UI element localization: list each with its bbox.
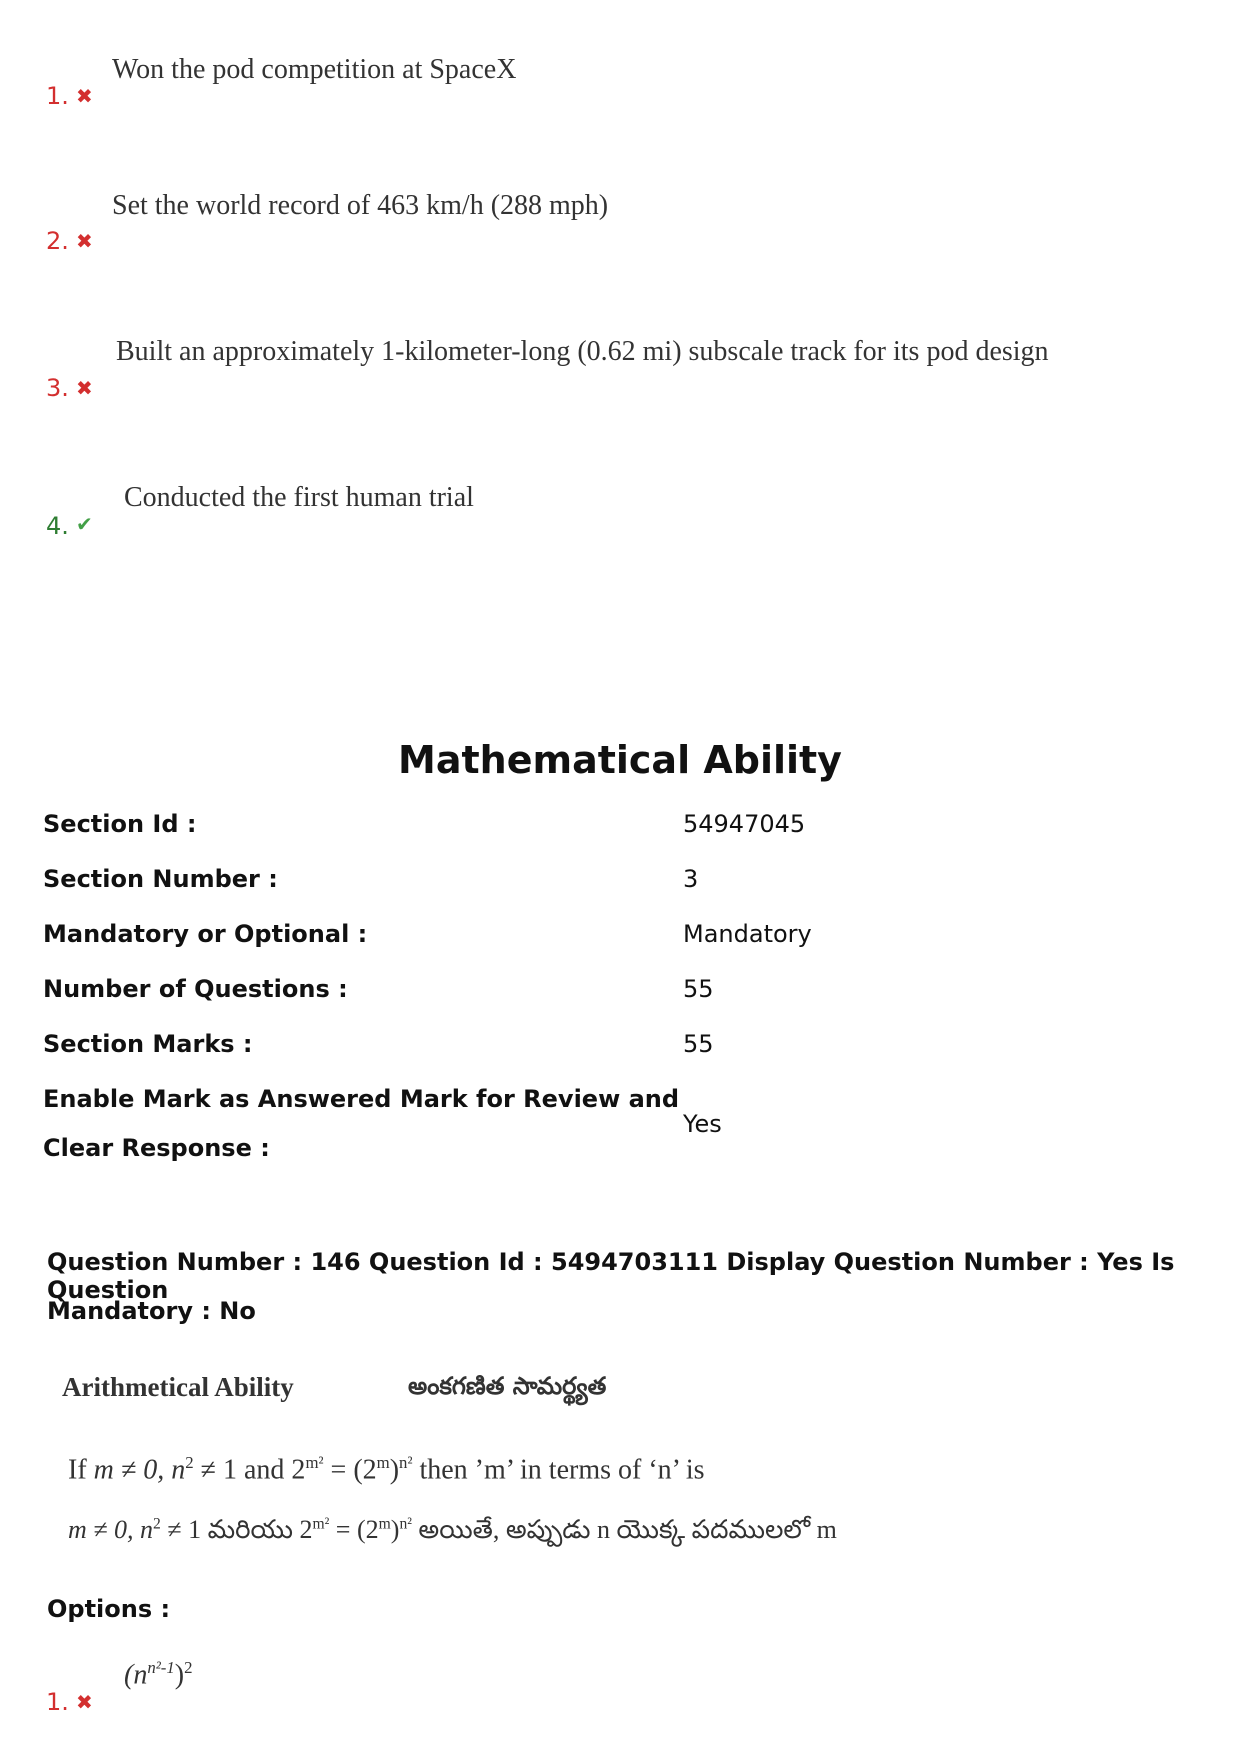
num-questions-label: Number of Questions : xyxy=(43,975,348,1003)
question-text-telugu: m ≠ 0, $n^2 \ne 1$ మరియు $2^{m^2} = (2^m)^{n^2}$ అయితే, అప్పుడు n యొక్క పదములలో m xyxy=(68,1515,837,1544)
option-text: Built an approximately 1-kilometer-long (0.62 mi) subscale track for its pod design xyxy=(116,336,1049,367)
section-id-value: 54947045 xyxy=(683,810,806,838)
question-heading xyxy=(62,1372,294,1403)
option-number: 3. xyxy=(46,374,69,402)
correct-check-icon: ✔ xyxy=(76,512,93,536)
option-number: 1. xyxy=(46,82,69,110)
question-meta-line-1: Question Number : 146 Question Id : 5494703111 Display Question Number : Yes Is Question xyxy=(47,1248,1175,1304)
question-meta-line-2: Mandatory : No xyxy=(47,1297,256,1325)
option-text: Won the pod competition at SpaceX xyxy=(112,54,517,85)
mandatory-value: Mandatory xyxy=(683,920,812,948)
option-number: 4. xyxy=(46,512,69,540)
question-heading-telugu: అంకగణిత సామర్థ్యత xyxy=(408,1372,607,1400)
section-number-label: Section Number : xyxy=(43,865,278,893)
section-number-value: 3 xyxy=(683,865,699,893)
options-label: Options : xyxy=(47,1595,171,1623)
wrong-icon: ✖ xyxy=(76,229,93,253)
enable-mark-label: Enable Mark as Answered Mark for Review and xyxy=(43,1085,680,1113)
wrong-icon: ✖ xyxy=(76,84,93,108)
section-id-label: Section Id : xyxy=(43,810,197,838)
option-text: Conducted the first human trial xyxy=(124,482,474,513)
question-text-english: If m ≠ 0, $n^2 \ne 1$ and $2^{m^2} = (2^m)^{n^2}$ then ’m’ in terms of ‘n’ is xyxy=(68,1453,705,1486)
enable-mark-label-2: Clear Response : xyxy=(43,1134,270,1162)
option-text: Set the world record of 463 km/h (288 mph) xyxy=(112,190,609,221)
option-formula: $(n^{n^2-1})^2$ xyxy=(124,1658,193,1691)
enable-mark-value: Yes xyxy=(683,1110,722,1138)
section-marks-label: Section Marks : xyxy=(43,1030,253,1058)
section-title: Mathematical Ability xyxy=(398,738,842,782)
wrong-icon: ✖ xyxy=(76,376,93,400)
heading-english: Arithmetical Ability xyxy=(62,1372,294,1402)
option-number: 1. xyxy=(46,1688,69,1716)
num-questions-value: 55 xyxy=(683,975,714,1003)
wrong-icon: ✖ xyxy=(76,1690,93,1714)
mandatory-label: Mandatory or Optional : xyxy=(43,920,368,948)
section-marks-value: 55 xyxy=(683,1030,714,1058)
option-number: 2. xyxy=(46,227,69,255)
